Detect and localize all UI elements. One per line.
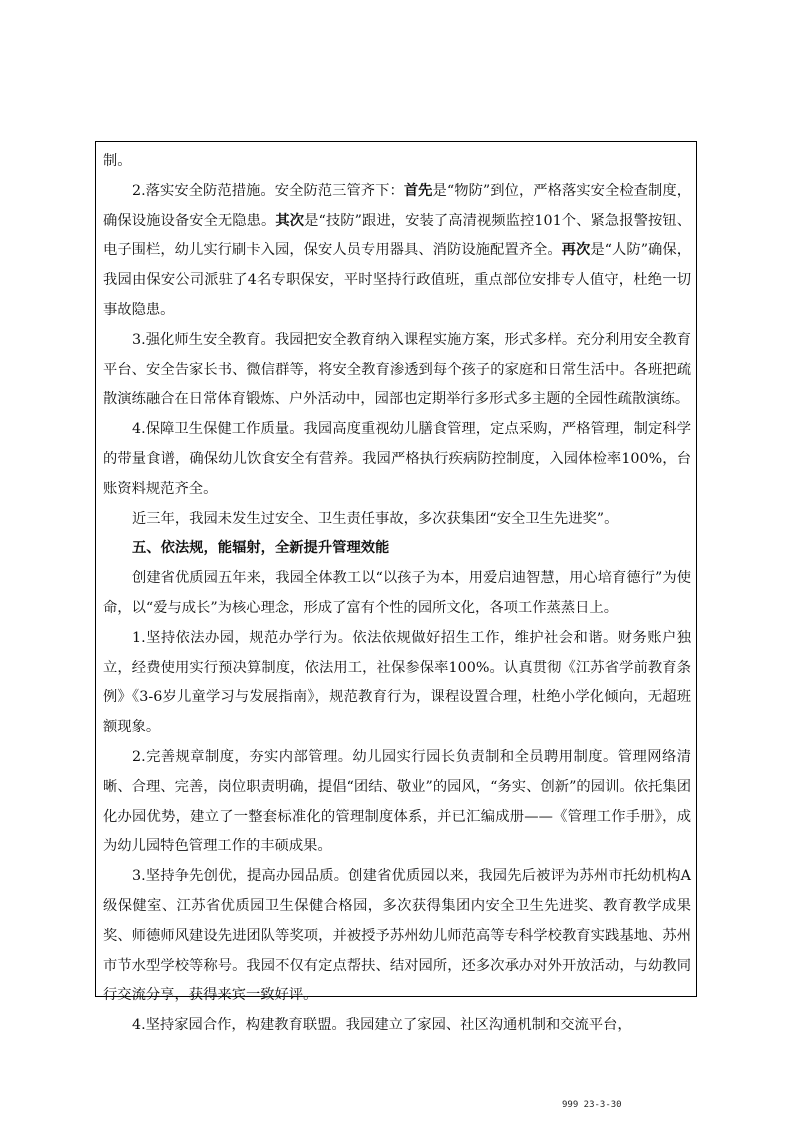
bold-text-run: 首先 xyxy=(403,182,433,199)
page-footer-stamp: 999 23-3-30 xyxy=(562,1100,622,1110)
text-run: 2.落实安全防范措施。安全防范三管齐下： xyxy=(132,182,404,199)
text-run: 3.强化师生安全教育。我园把安全教育纳入课程实施方案，形式多样。充分利用安全教育平台、安全告家长书、微信群等，将安全教育渗透到每个孩子的家庭和日常生活中。各班把疏散演练融合在日常体育锻炼、户外活动中，园部也定期举行多形式多主题的全园性疏散演练。 xyxy=(103,331,691,408)
bold-text-run: 再次 xyxy=(561,242,591,259)
text-run: 是“技防”跟进，安装了高清视频监控101个、紧急报警按钮、电子围栏，幼儿实行刷卡入园，保安人员专用器具、消防设施配置齐全。 xyxy=(103,212,691,259)
paragraph xyxy=(103,147,691,177)
text-run: 2.完善规章制度，夯实内部管理。幼儿园实行园长负责制和全员聘用制度。管理网络清晰、合理、完善，岗位职责明确，提倡“团结、敬业”的园风，“务实、创新”的园训。依托集团化办园优势，建立了一整套标准化的管理制度体系，并已汇编成册——《管理工作手册》，成为幼儿园特色管理工作的丰硕成果。 xyxy=(103,748,691,855)
text-run: 是“物防”到位，严格落实安全检查制度，确保设施设备安全无隐患。 xyxy=(103,182,692,229)
text-run: 制。 xyxy=(103,153,132,169)
text-run: 4.保障卫生保健工作质量。我园高度重视幼儿膳食管理，定点采购，严格管理，制定科学的带量食谱，确保幼儿饮食安全有营养。我园严格执行疾病防控制度，入园体检率100%，台账资料规范齐全。 xyxy=(103,421,691,497)
paragraph xyxy=(103,534,691,564)
paragraph xyxy=(103,505,691,535)
paragraph xyxy=(103,415,691,504)
text-run: 3.坚持争先创优，提高办园品质。创建省优质园以来，我园先后被评为苏州市托幼机构A级保健室、江苏省优质园卫生保健合格园，多次获得集团内安全卫生先进奖、教育教学成果奖、师德师风建设先进团队等奖项，并被授予苏州幼儿师范高等专科学校教育实践基地、苏州市节水型学校等称号。我园不仅有定点帮扶、结对园所，还多次承办对外开放活动，与幼教同行交流分享，获得来宾一致好评。 xyxy=(103,868,691,1004)
text-run: 是“人防”确保，我园由保安公司派驻了4名专职保安，平时坚持行政值班，重点部位安排专人值守，杜绝一切事故隐患。 xyxy=(103,242,691,318)
paragraph xyxy=(103,326,691,415)
bold-text-run: 五、依法规，能辐射，全新提升管理效能 xyxy=(132,540,390,557)
paragraph xyxy=(103,743,691,862)
document-body xyxy=(103,147,691,1041)
text-run: 创建省优质园五年来，我园全体教工以“以孩子为本，用爱启迪智慧，用心培育德行”为使命，以“爱与成长”为核心理念，形成了富有个性的园所文化，各项工作蒸蒸日上。 xyxy=(103,570,691,616)
paragraph xyxy=(103,1011,691,1041)
text-run: 近三年，我园未发生过安全、卫生责任事故，多次获集团“安全卫生先进奖”。 xyxy=(132,510,619,527)
bold-text-run: 其次 xyxy=(275,212,305,229)
text-run: 4.坚持家园合作，构建教育联盟。我园建立了家园、社区沟通机制和交流平台， xyxy=(132,1017,632,1034)
paragraph xyxy=(103,564,691,624)
text-run: 1.坚持依法办园，规范办学行为。依法依规做好招生工作，维护社会和谐。财务账户独立，经费使用实行预决算制度，依法用工，社保参保率100%。认真贯彻《江苏省学前教育条例》《3-6岁儿童学习与发展指南》，规范教育行为，课程设置合理，杜绝小学化倾向，无超班额现象。 xyxy=(103,629,691,736)
paragraph xyxy=(103,624,691,743)
paragraph xyxy=(103,862,691,1011)
paragraph xyxy=(103,177,691,326)
